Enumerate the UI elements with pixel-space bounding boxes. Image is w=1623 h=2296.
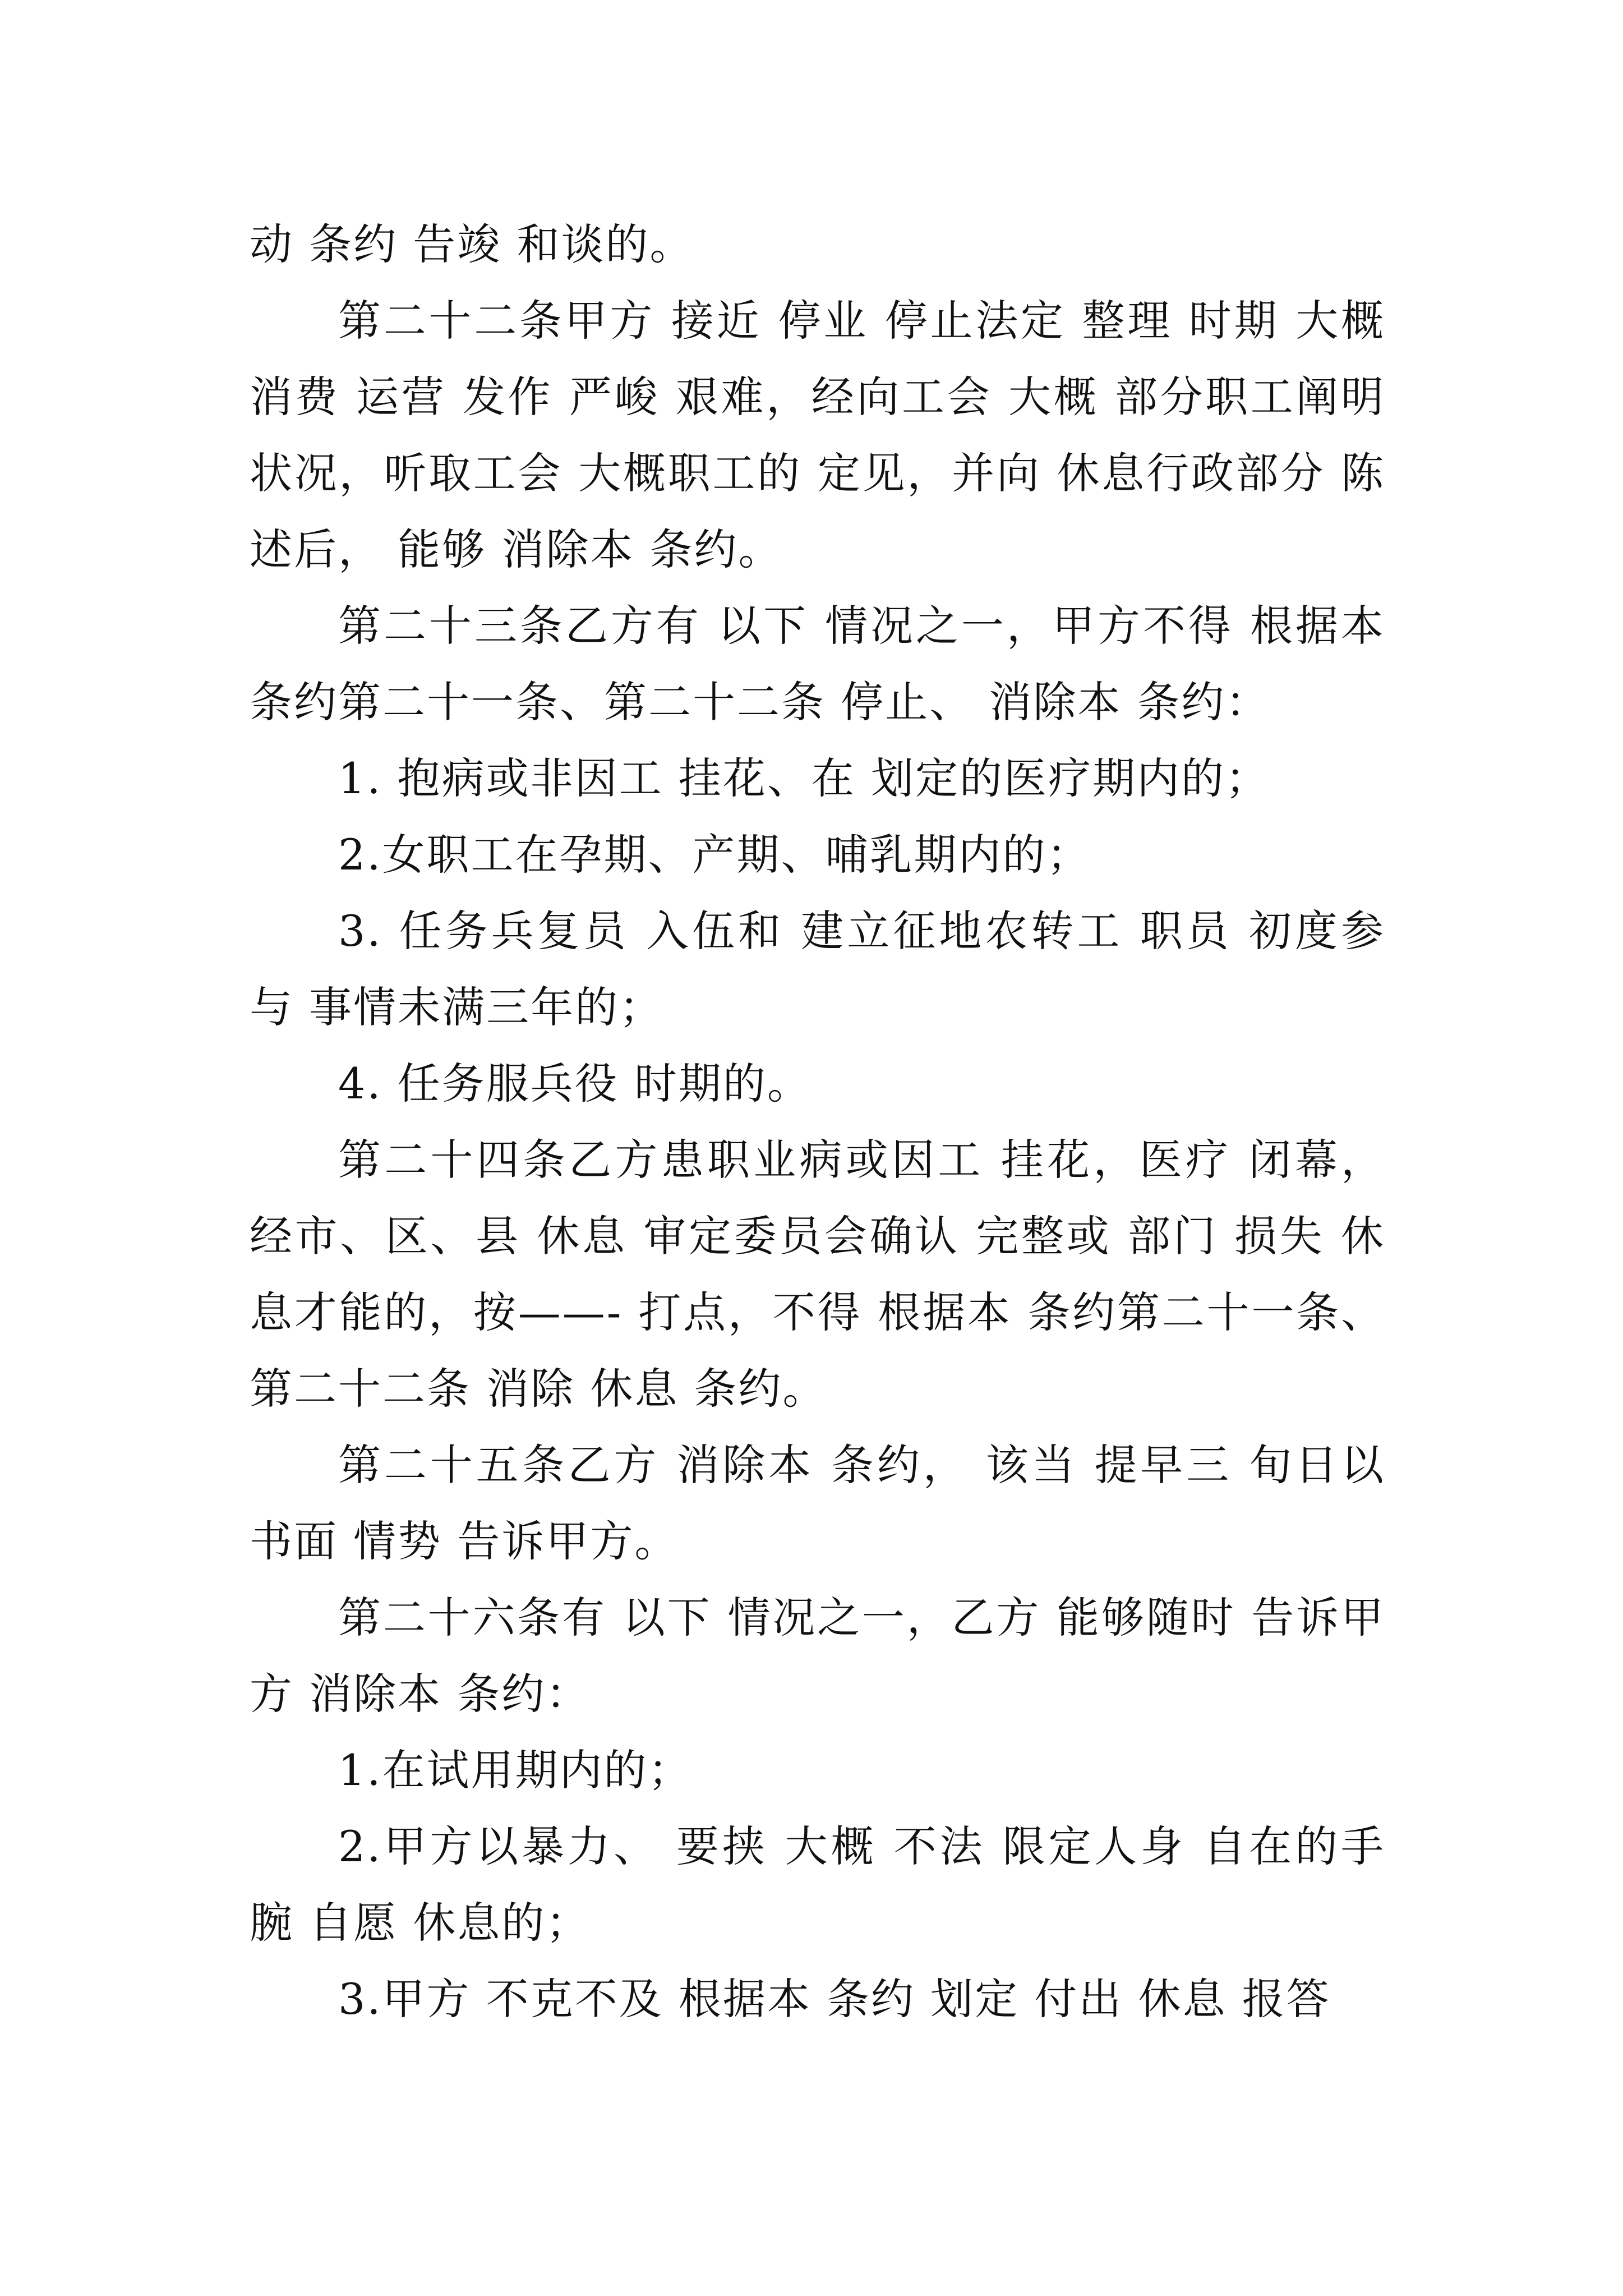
paragraph-article-25: 第二十五条乙方 消除本 条约， 该当 提早三 旬日以书面 情势 告诉甲方。 [250,1440,1385,1566]
list-item-26-3: 3.甲方 不克不及 根据本 条约 划定 付出 休息 报答 [338,1974,1331,2024]
list-item-23-3: 3. 任务兵复员 入伍和 建立征地农转工 职员 初度参与 事情未满三年的； [250,906,1385,1032]
list-item-23-2: 2.女职工在孕期、产期、哺乳期内的； [338,830,1091,880]
paragraph-continuation: 动 条约 告竣 和谈的。 [250,219,694,269]
list-item-26-1: 1.在试用期内的； [338,1745,693,1795]
list-item-26-2: 2.甲方以暴力、 要挟 大概 不法 限定人身 自在的手腕 自愿 休息的； [250,1821,1385,1948]
paragraph-article-24: 第二十四条乙方患职业病或因工 挂花，医疗 闭幕，经市、区、县 休息 审定委员会确认 完整或 部门 损失 休息才能的，按——- 打点，不得 根据本 条约第二十一条、第二十二条 消除 休息 条约。 [250,1135,1385,1414]
list-item-23-1: 1. 抱病或非因工 挂花、在 划定的医疗期内的； [338,753,1270,803]
paragraph-article-26: 第二十六条有 以下 情况之一，乙方 能够随时 告诉甲方 消除本 条约： [250,1593,1385,1719]
paragraph-article-23: 第二十三条乙方有 以下 情况之一，甲方不得 根据本条约第二十一条、第二十二条 停止、 消除本 条约： [250,601,1385,727]
list-item-23-4: 4. 任务服兵役 时期的。 [338,1059,811,1108]
document-body [250,206,1401,2037]
paragraph-article-22: 第二十二条甲方 接近 停业 停止法定 整理 时期 大概 消费 运营 发作 严峻 艰难，经向工会 大概 部分职工阐明 状况，听取工会 大概职工的 定见，并向 休息行政部分 陈述后， 能够 消除本 条约。 [250,296,1401,574]
